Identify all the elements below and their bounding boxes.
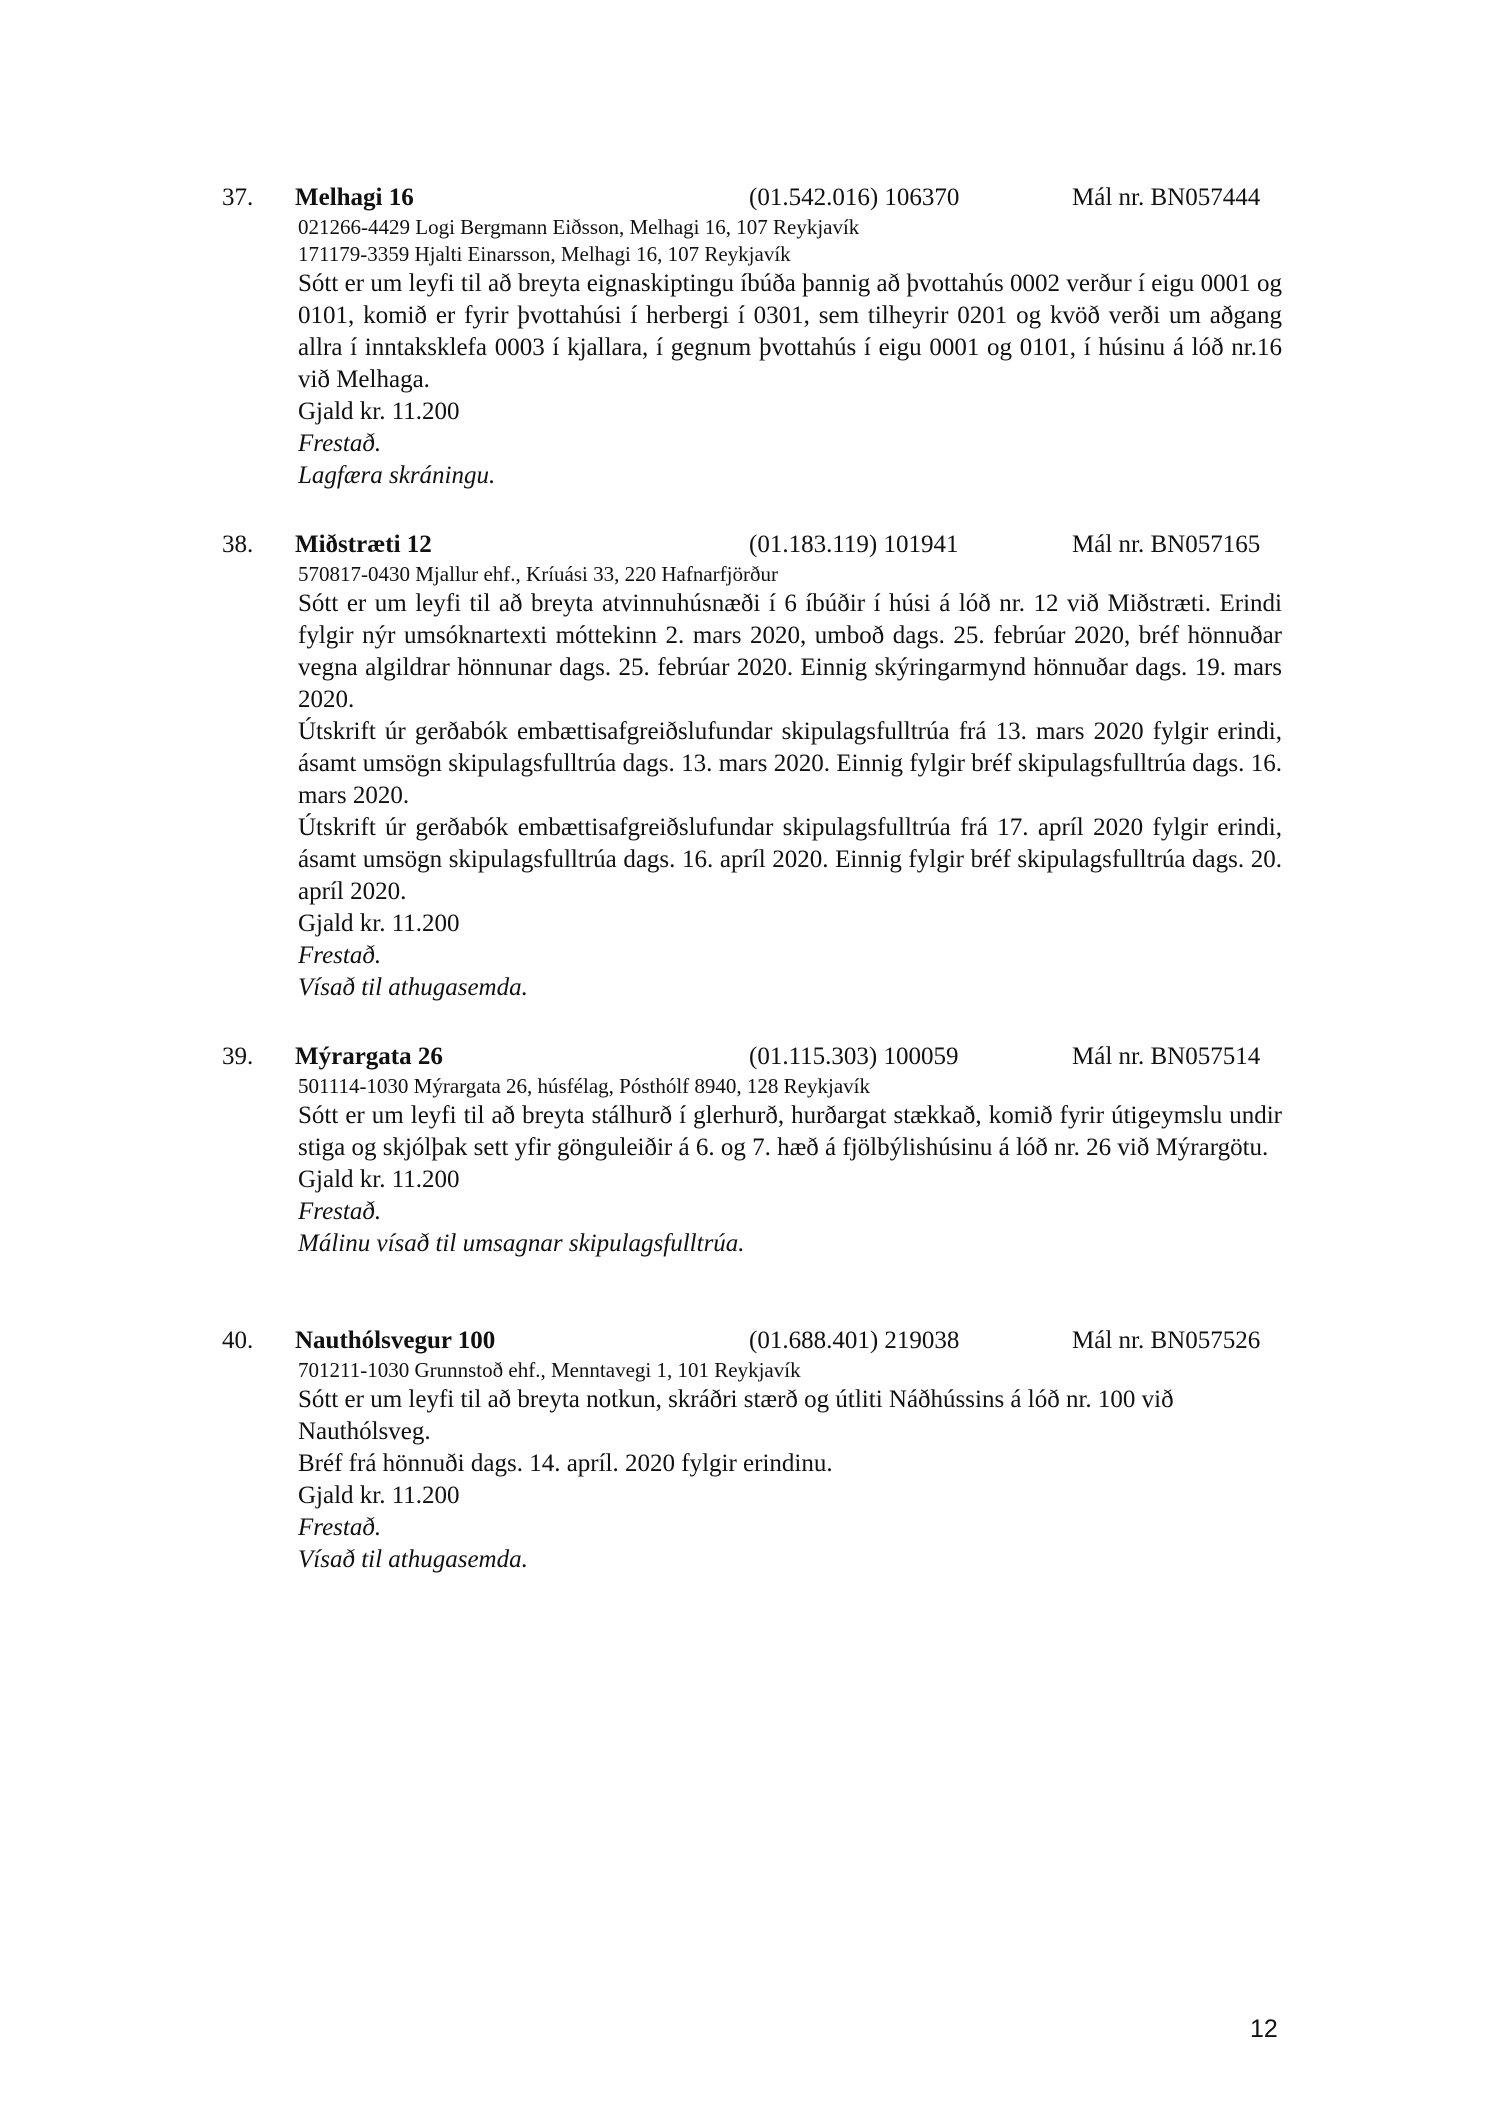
page-number: 12 xyxy=(1250,2015,1278,2043)
item-body xyxy=(298,1073,1282,1260)
item-reference: (01.183.119) 101941 xyxy=(749,531,959,558)
fee-line: Gjald kr. 11.200 xyxy=(298,910,460,937)
description-paragraph: Útskrift úr gerðabók embættisafgreiðslufundar skipulagsfulltrúa frá 13. mars 2020 fylgir erindi, ásamt umsögn skipulagsfulltrúa dags. 13. mars 2020. Einnig fylgir bréf skipulagsfulltrúa dags. 16. mars 2020. xyxy=(298,718,1282,809)
applicant-line: 701211-1030 Grunnstoð ehf., Menntavegi 1, 101 Reykjavík xyxy=(298,1358,801,1382)
item-header xyxy=(222,1325,1282,1357)
item-header xyxy=(222,182,1282,214)
applicant-line: 501114-1030 Mýrargata 26, húsfélag, Pósthólf 8940, 128 Reykjavík xyxy=(298,1074,870,1098)
item-case-number: Mál nr. BN057165 xyxy=(1072,531,1261,558)
item-number: 37. xyxy=(222,184,254,211)
decision-line: Frestað. xyxy=(298,1514,382,1541)
description-paragraph: Bréf frá hönnuði dags. 14. apríl. 2020 fylgir erindinu. xyxy=(298,1450,833,1477)
item-address: Mýrargata 26 xyxy=(295,1043,443,1070)
note-line: Vísað til athugasemda. xyxy=(298,974,528,1001)
applicant-line: 171179-3359 Hjalti Einarsson, Melhagi 16, 107 Reykjavík xyxy=(298,242,791,266)
note-line: Málinu vísað til umsagnar skipulagsfulltrúa. xyxy=(298,1230,745,1257)
item-address: Nauthólsvegur 100 xyxy=(295,1327,496,1354)
applicant-line: 570817-0430 Mjallur ehf., Kríuási 33, 220 Hafnarfjörður xyxy=(298,562,778,586)
item-case-number: Mál nr. BN057526 xyxy=(1072,1327,1261,1354)
note-line: Lagfæra skráningu. xyxy=(298,462,496,489)
item-body xyxy=(298,1357,1282,1576)
item-address: Melhagi 16 xyxy=(295,184,414,211)
item-case-number: Mál nr. BN057444 xyxy=(1072,184,1261,211)
note-line: Vísað til athugasemda. xyxy=(298,1546,528,1573)
decision-line: Frestað. xyxy=(298,942,382,969)
item-number: 39. xyxy=(222,1043,254,1070)
agenda-item-39 xyxy=(222,1041,1282,1260)
decision-line: Frestað. xyxy=(298,430,382,457)
fee-line: Gjald kr. 11.200 xyxy=(298,1482,460,1509)
agenda-item-37 xyxy=(222,182,1282,492)
item-reference: (01.115.303) 100059 xyxy=(749,1043,959,1070)
fee-line: Gjald kr. 11.200 xyxy=(298,1166,460,1193)
item-number: 40. xyxy=(222,1327,254,1354)
item-body xyxy=(298,214,1282,492)
description-paragraph: Sótt er um leyfi til að breyta atvinnuhúsnæði í 6 íbúðir í húsi á lóð nr. 12 við Miðstræti. Erindi fylgir nýr umsóknartexti móttekinn 2. mars 2020, umboð dags. 25. febrúar 2020, bréf hönnuðar vegna algildrar hönnunar dags. 25. febrúar 2020. Einnig skýringarmynd hönnuðar dags. 19. mars 2020. xyxy=(298,590,1282,713)
fee-line: Gjald kr. 11.200 xyxy=(298,398,460,425)
decision-line: Frestað. xyxy=(298,1198,382,1225)
agenda-item-40 xyxy=(222,1325,1282,1576)
item-number: 38. xyxy=(222,531,254,558)
item-header xyxy=(222,529,1282,561)
description-paragraph: Útskrift úr gerðabók embættisafgreiðslufundar skipulagsfulltrúa frá 17. apríl 2020 fylgir erindi, ásamt umsögn skipulagsfulltrúa dags. 16. apríl 2020. Einnig fylgir bréf skipulagsfulltrúa dags. 20. apríl 2020. xyxy=(298,814,1282,905)
item-reference: (01.542.016) 106370 xyxy=(749,184,960,211)
description-paragraph: Sótt er um leyfi til að breyta eignaskiptingu íbúða þannig að þvottahús 0002 verður í eigu 0001 og 0101, komið er fyrir þvottahúsi í herbergi í 0301, sem tilheyrir 0201 og kvöð verði um aðgang allra í inntaksklefa 0003 í kjallara, í gegnum þvottahús í eigu 0001 og 0101, í húsinu á lóð nr.16 við Melhaga. xyxy=(298,270,1282,393)
item-reference: (01.688.401) 219038 xyxy=(749,1327,960,1354)
description-paragraph: Sótt er um leyfi til að breyta notkun, skráðri stærð og útliti Náðhússins á lóð nr. 100 við Nauthólsveg. xyxy=(298,1386,1174,1445)
item-header xyxy=(222,1041,1282,1073)
item-address: Miðstræti 12 xyxy=(295,531,432,558)
item-case-number: Mál nr. BN057514 xyxy=(1072,1043,1261,1070)
description-paragraph: Sótt er um leyfi til að breyta stálhurð í glerhurð, hurðargat stækkað, komið fyrir útigeymslu undir stiga og skjólþak sett yfir gönguleiðir á 6. og 7. hæð á fjölbýlishúsinu á lóð nr. 26 við Mýrargötu. xyxy=(298,1102,1282,1161)
applicant-line: 021266-4429 Logi Bergmann Eiðsson, Melhagi 16, 107 Reykjavík xyxy=(298,215,860,239)
agenda-item-38 xyxy=(222,529,1282,1004)
item-body xyxy=(298,561,1282,1004)
